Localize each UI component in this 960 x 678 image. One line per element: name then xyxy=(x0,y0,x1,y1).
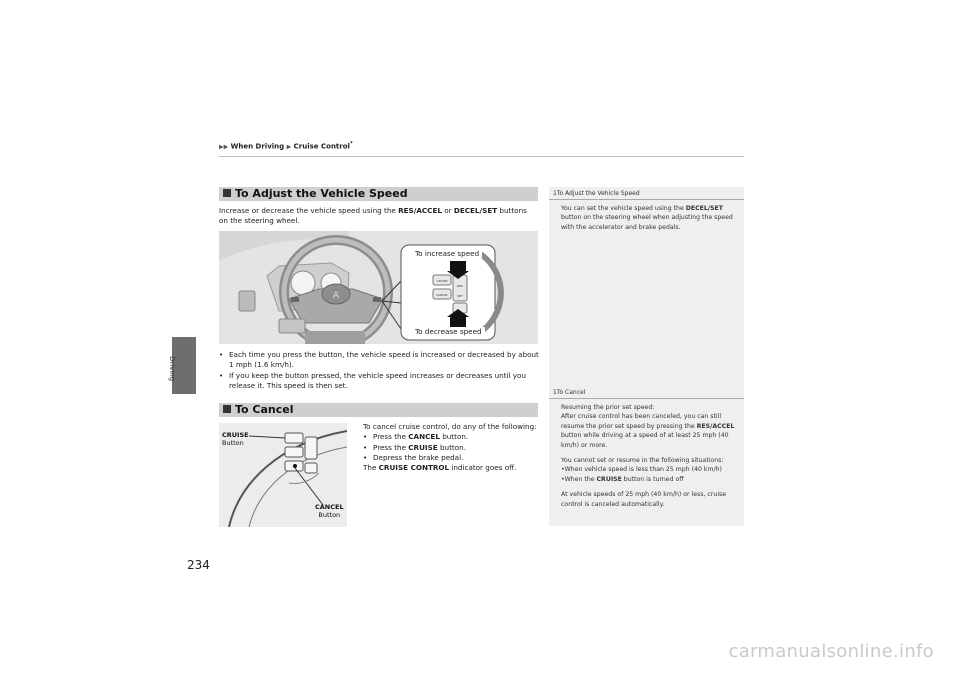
svg-text:SET: SET xyxy=(457,294,463,298)
bullet-icon: • xyxy=(219,370,224,380)
breadcrumb xyxy=(219,141,353,150)
svg-text:CRUISE: CRUISE xyxy=(436,279,448,283)
header-rule xyxy=(219,156,744,157)
steering-wheel-figure xyxy=(219,231,538,344)
cancel-button-callout: CANCEL Button xyxy=(315,503,344,519)
svg-text:A: A xyxy=(332,291,340,301)
section-title-adjust: To Adjust the Vehicle Speed xyxy=(235,187,408,200)
note-cancel xyxy=(549,386,744,526)
list-item: • Depress the brake pedal. xyxy=(363,452,464,462)
label-increase-speed: To increase speed xyxy=(412,249,482,258)
note-icon: 1 xyxy=(553,389,557,396)
svg-text:CANCEL: CANCEL xyxy=(435,293,449,297)
note-adjust-speed xyxy=(549,187,744,387)
list-item: • Press the CRUISE button. xyxy=(363,442,466,452)
list-item: • Press the CANCEL button. xyxy=(363,432,469,442)
bullet-icon: • xyxy=(561,466,565,474)
cancel-lead: To cancel cruise control, do any of the following: xyxy=(363,422,537,431)
bullet-icon: • xyxy=(561,475,565,483)
breadcrumb-item-cruise-control[interactable]: Cruise Control xyxy=(293,142,350,151)
list-item: • Each time you press the button, the vehicle speed is increased or decreased by about 1 mph (1.6 km/h). xyxy=(219,350,539,370)
cancel-result: The CRUISE CONTROL indicator goes off. xyxy=(363,463,517,473)
cancel-instructions xyxy=(363,422,541,473)
section-header-cancel xyxy=(219,403,538,417)
note-title-adjust: To Adjust the Vehicle Speed xyxy=(556,190,640,197)
cruise-button-callout: CRUISE Button xyxy=(222,431,249,447)
chapter-tab-label: Driving xyxy=(168,356,176,382)
section-square-icon xyxy=(223,189,231,197)
note-title-cancel: To Cancel xyxy=(556,389,586,396)
watermark-footer[interactable]: carmanualsonline.info xyxy=(728,641,934,662)
option-mark: * xyxy=(349,141,353,147)
svg-text:RES: RES xyxy=(457,284,463,288)
section-square-icon xyxy=(223,405,231,413)
list-item: • If you keep the button pressed, the vehicle speed increases or decreases until you release it. This speed is then set. xyxy=(219,370,527,390)
cancel-button-figure xyxy=(219,423,347,527)
label-decrease-speed: To decrease speed xyxy=(412,327,485,336)
steering-wheel-illustration xyxy=(219,231,538,344)
page-number: 234 xyxy=(187,558,210,572)
adjust-bullet-list xyxy=(219,350,543,391)
note-icon: 1 xyxy=(553,190,557,197)
breadcrumb-separator-icon: ▶ xyxy=(286,143,292,151)
note-body-cancel: Resuming the prior set speed: After cruise control has been canceled, you can still resume the prior set speed by pressing the RES/ACCEL button while driving at a speed of at least 25 mph (40 km/h) or more. You cannot set or resume in the following situations: •When vehicle speed is less than 25 mph (40 km/h) •When the CRUISE button is turned off At vehicle speeds of 25 mph (40 km/h) or less, cruise control is canceled automatically. xyxy=(561,404,735,508)
breadcrumb-item-when-driving[interactable]: When Driving xyxy=(230,142,285,151)
bullet-icon: • xyxy=(219,350,224,359)
note-body-adjust: You can set the vehicle speed using the DECEL/SET button on the steering wheel when adjusting the speed with the accelerator and brake pedals. xyxy=(561,205,733,231)
adjust-intro: Increase or decrease the vehicle speed using the RES/ACCEL or DECEL/SET buttons on the steering wheel. xyxy=(219,206,527,226)
breadcrumb-arrow-icon: ▶▶ xyxy=(219,143,229,151)
section-title-cancel: To Cancel xyxy=(235,403,294,416)
section-header-adjust xyxy=(219,187,538,201)
